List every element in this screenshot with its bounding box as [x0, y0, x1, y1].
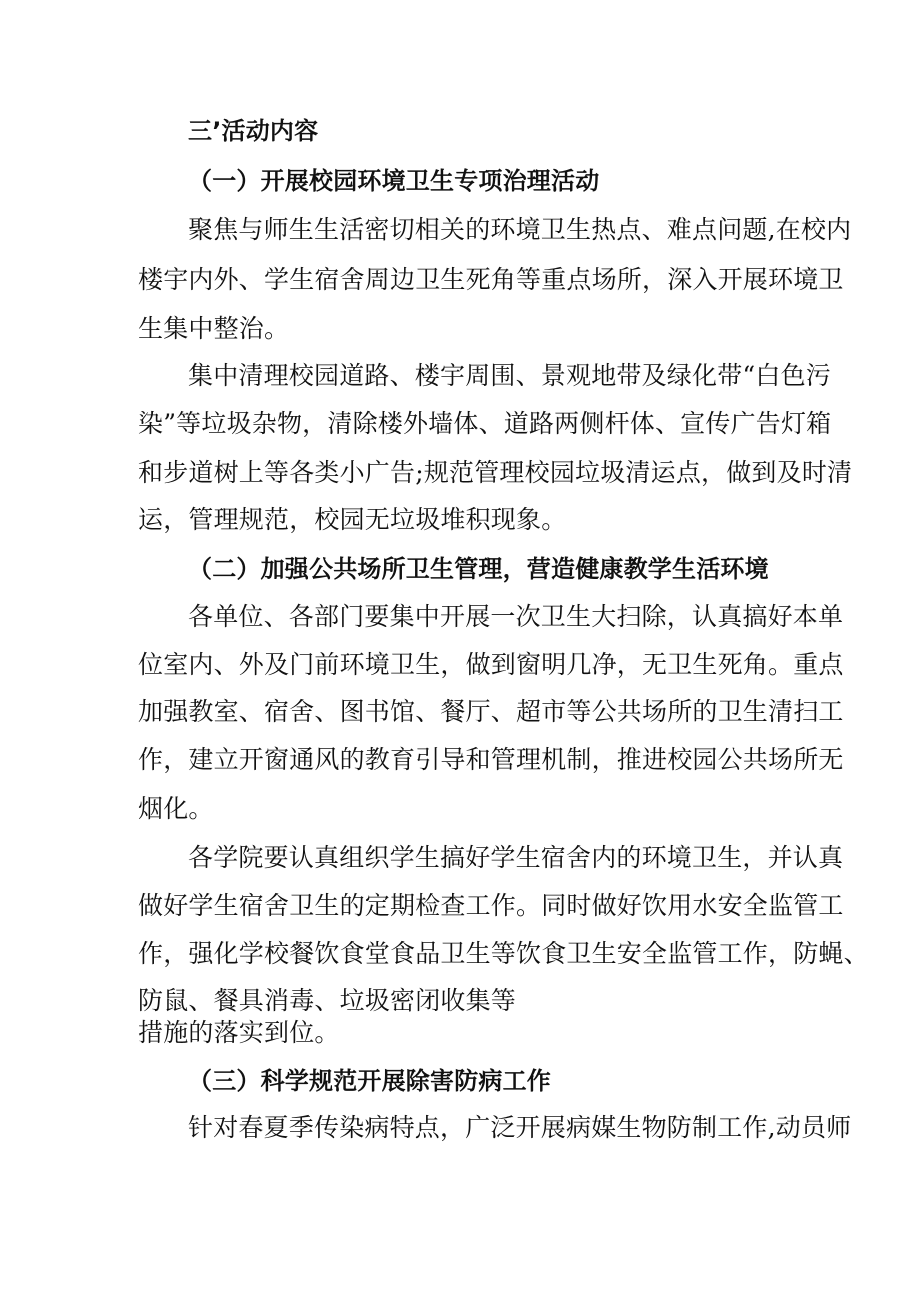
section-title: 三’活动内容	[188, 117, 319, 145]
paragraph-line: 作，建立开窗通风的教育引导和管理机制，推进校园公共场所无	[138, 745, 844, 774]
paragraph-line: 防鼠、餐具消毒、垃圾密闭收集等	[138, 986, 517, 1015]
paragraph-line: 集中清理校园道路、楼宇周围、景观地带及绿化带“白色污	[188, 361, 831, 390]
paragraph-line: 针对春夏季传染病特点，广泛开展病媒生物防制工作,动员师	[188, 1113, 852, 1142]
paragraph-line: 加强教室、宿舍、图书馆、餐厅、超市等公共场所的卫生清扫工	[138, 697, 844, 726]
paragraph-line: 位室内、外及门前环境卫生，做到窗明几净，无卫生死角。重点	[138, 650, 844, 679]
paragraph-line: 各学院要认真组织学生搞好学生宿舍内的环境卫生，并认真	[188, 843, 844, 872]
subsection-3-title: （三）科学规范开展除害防病工作	[188, 1067, 551, 1095]
subsection-1-title: （一）开展校园环境卫生专项治理活动	[188, 167, 600, 195]
paragraph-line: 烟化。	[138, 794, 214, 823]
paragraph-line: 措施的落实到位。	[138, 1018, 340, 1047]
paragraph-line: 做好学生宿舍卫生的定期检查工作。同时做好饮用水安全监管工	[138, 891, 844, 920]
paragraph-line: 各单位、各部门要集中开展一次卫生大扫除，认真搞好本单	[188, 602, 844, 631]
paragraph-line: 楼宇内外、学生宿舍周边卫生死角等重点场所，深入开展环境卫	[138, 265, 844, 294]
paragraph-line: 运，管理规范，校园无垃圾堆积现象。	[138, 505, 567, 534]
paragraph-line: 生集中整治。	[138, 314, 290, 343]
paragraph-line: 聚焦与师生生活密切相关的环境卫生热点、难点问题,在校内	[188, 215, 852, 244]
subsection-2-title: （二）加强公共场所卫生管理，营造健康教学生活环境	[188, 555, 769, 583]
paragraph-line: 和步道树上等各类小广告;规范管理校园垃圾清运点，做到及时清	[138, 458, 853, 487]
paragraph-line: 染”等垃圾杂物，清除楼外墙体、道路两侧杆体、宣传广告灯箱	[138, 409, 832, 438]
paragraph-line: 作，强化学校餐饮食堂食品卫生等饮食卫生安全监管工作，防蝇、	[138, 939, 869, 968]
